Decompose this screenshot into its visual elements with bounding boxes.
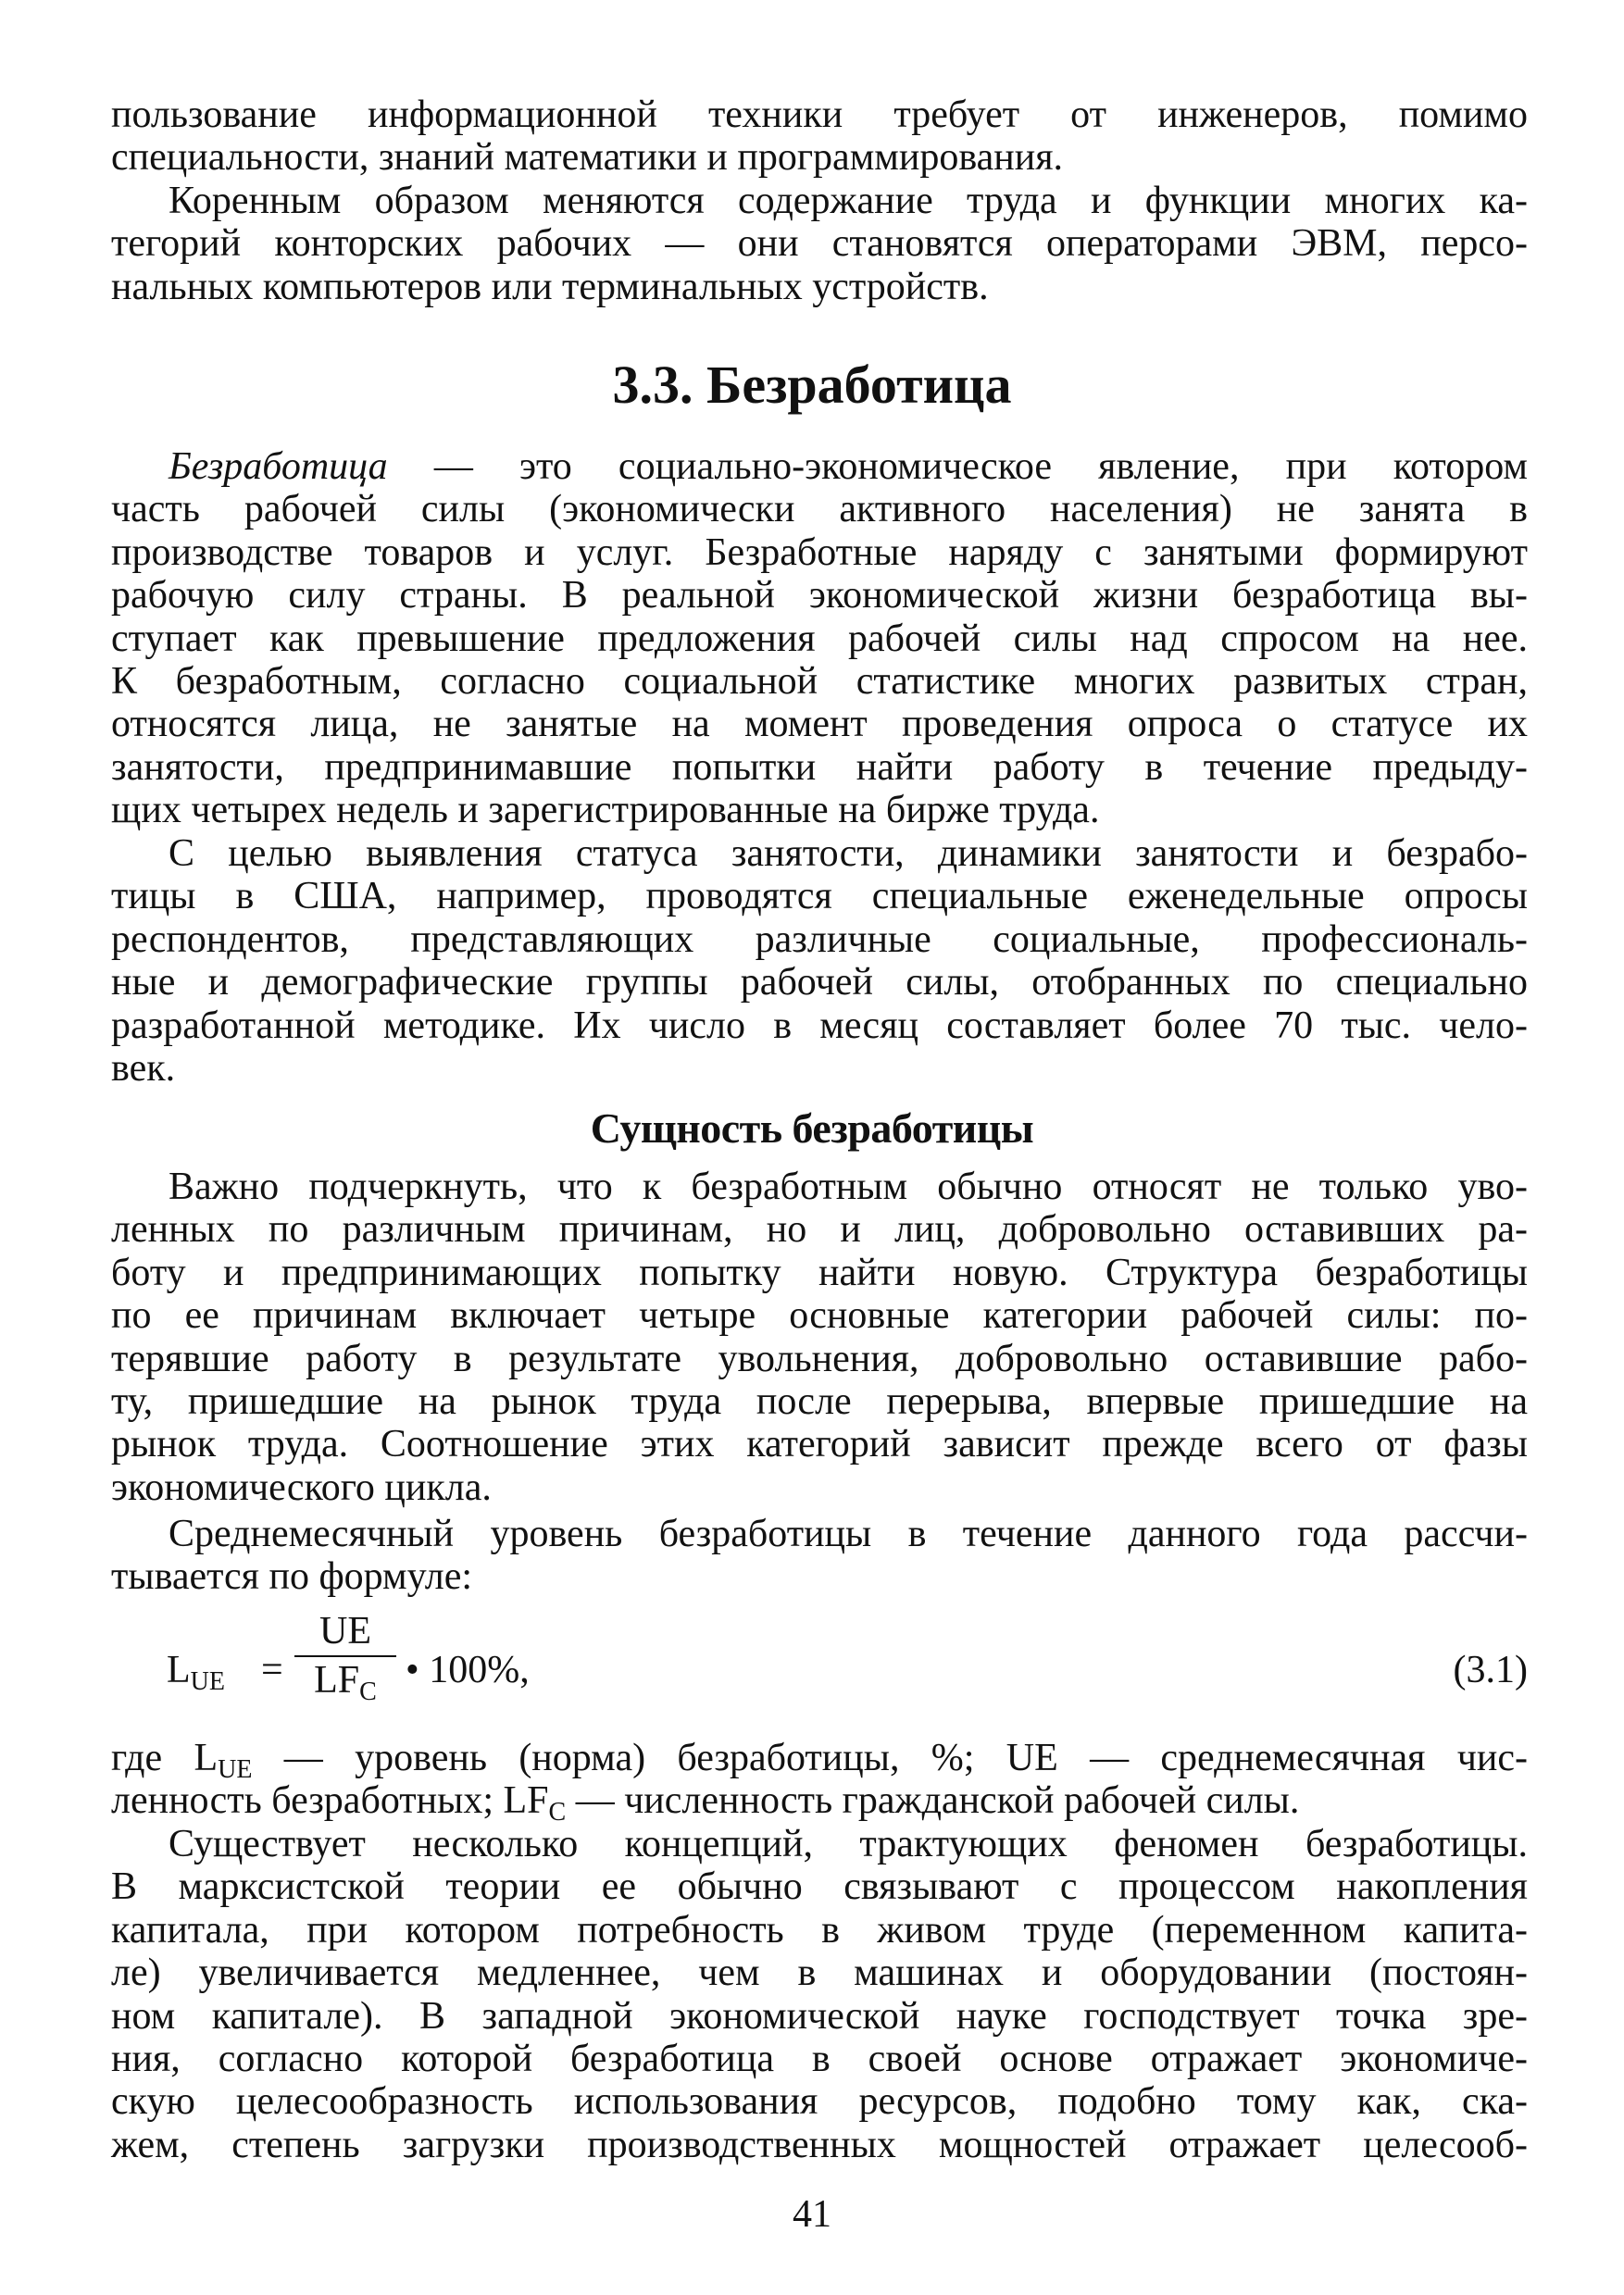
paragraph-concepts: [111, 1823, 1528, 2166]
formula-lhs: [167, 1648, 225, 1697]
text-line: век.: [111, 1046, 176, 1090]
text-line: капитала, при котором потребность в живом труде (переменном капита-: [111, 1908, 1528, 1952]
text-line: занятости, предпринимавшие попытки найти работу в течение предыду-: [111, 745, 1528, 789]
text-span: ленность безработных; LF: [111, 1779, 549, 1823]
term-italic: Безработица: [169, 445, 388, 488]
text-line: производстве товаров и услуг. Безработные наряду с занятыми формируют: [111, 530, 1528, 574]
text-line: [111, 1737, 1528, 1784]
paragraph-formula-intro: [111, 1513, 1528, 1599]
text-line: Существует несколько концепций, трактующих феномен безработицы.: [169, 1823, 1528, 1865]
formula-number: (3.1): [1453, 1649, 1528, 1691]
text-line: тицы в США, например, проводятся специальные еженедельные опросы: [111, 875, 1528, 918]
denominator-symbol: LF: [314, 1659, 360, 1702]
text-line: Коренным образом меняются содержание труда и функции многих ка-: [169, 180, 1528, 222]
text-line: Важно подчеркнуть, что к безработным обычно относят не только уво-: [169, 1166, 1528, 1208]
text-line: тегорий конторских рабочих — они становятся операторами ЭВМ, персо-: [111, 222, 1528, 266]
section-title: 3.3. Безработица: [612, 355, 1012, 415]
paragraph-definition: [111, 445, 1528, 832]
formula-multiplier: • 100%,: [406, 1649, 530, 1691]
text-line: щих четырех недель и зарегистрированные на бирже труда.: [111, 789, 1100, 832]
text-line: [111, 1779, 1528, 1827]
text-line: К безработным, согласно социальной статистике многих развитых стран,: [111, 659, 1528, 703]
subscript: C: [548, 1798, 567, 1827]
text-line: относятся лица, не занятые на момент проведения опроса о статусе их: [111, 703, 1528, 746]
text-line: респондентов, представляющих различные социальные, профессиональ-: [111, 917, 1528, 961]
text-line: скую целесообразность использования ресурсов, подобно тому как, ска-: [111, 2080, 1528, 2124]
paragraph-usa: [111, 832, 1528, 1090]
text-line: Среднемесячный уровень безработицы в течение данного года рассчи-: [169, 1513, 1528, 1555]
text-line: ном капитале). В западной экономической науке господствует точка зре-: [111, 1994, 1528, 2038]
text-line: ния, согласно которой безработица в своей основе отражает экономиче-: [111, 2037, 1528, 2080]
text-line: часть рабочей силы (экономически активного населения) не занята в: [111, 488, 1528, 531]
text-line: тывается по формуле:: [111, 1555, 473, 1599]
paragraph-offices: [111, 180, 1528, 308]
paragraph-intro: [111, 94, 1528, 180]
text-line: нальных компьютеров или терминальных устройств.: [111, 265, 989, 308]
text-line: ные и демографические группы рабочей силы, отобранных по специально: [111, 961, 1528, 1004]
text-line: боту и предпринимающих попытку найти новую. Структура безработицы: [111, 1251, 1528, 1294]
text-line: пользование информационной техники требует от инженеров, помимо: [111, 94, 1528, 136]
subsection-title: Сущность безработицы: [590, 1104, 1034, 1152]
text-line: ле) увеличивается медленнее, чем в машинах и оборудовании (постоян-: [111, 1952, 1528, 1995]
text-line: рабочую силу страны. В реальной экономической жизни безработица вы-: [111, 574, 1528, 617]
paragraph-where: [111, 1737, 1528, 1827]
text-line: экономического цикла.: [111, 1466, 492, 1509]
denominator: [294, 1657, 396, 1715]
numerator: UE: [294, 1611, 396, 1657]
paragraph-definition-rest: [111, 488, 1528, 831]
subscript: UE: [218, 1755, 253, 1784]
denominator-subscript: C: [359, 1678, 377, 1706]
text-span: — уровень (норма) безработицы, %; UE — среднемесячная чис-: [252, 1737, 1528, 1779]
paragraph-essence: [111, 1166, 1528, 1509]
lhs-symbol: L: [167, 1649, 191, 1691]
text-line: жем, степень загрузки производственных мощностей отражает целесооб-: [111, 2123, 1528, 2166]
text-line: ту, пришедшие на рынок труда после перерыва, впервые пришедшие на: [111, 1379, 1528, 1423]
text-line: специальности, знаний математики и программирования.: [111, 136, 1064, 180]
lhs-subscript: UE: [190, 1667, 225, 1696]
text-line: терявшие работу в результате увольнения, добровольно оставившие рабо-: [111, 1337, 1528, 1380]
text-line: разработанной методике. Их число в месяц составляет более 70 тыс. чело-: [111, 1004, 1528, 1047]
text-line: [111, 445, 1528, 488]
text-line: В марксистской теории ее обычно связывают с процессом накопления: [111, 1865, 1528, 1909]
formula-3-1: [167, 1611, 1528, 1731]
text-line: по ее причинам включает четыре основные категории рабочей силы: по-: [111, 1294, 1528, 1338]
text-span: — это социально-экономическое явление, при котором: [387, 445, 1528, 488]
text-line: рынок труда. Соотношение этих категорий зависит прежде всего от фазы: [111, 1423, 1528, 1466]
equals-sign: =: [261, 1649, 283, 1691]
text-span: где L: [111, 1737, 219, 1779]
fraction: [294, 1611, 396, 1715]
text-line: ступает как превышение предложения рабочей силы над спросом на нее.: [111, 617, 1528, 660]
text-span: — численность гражданской рабочей силы.: [566, 1779, 1300, 1823]
text-line: ленных по различным причинам, но и лиц, добровольно оставивших ра-: [111, 1208, 1528, 1252]
text-line: С целью выявления статуса занятости, динамики занятости и безрабо-: [169, 832, 1528, 875]
page-number: 41: [793, 2193, 831, 2236]
